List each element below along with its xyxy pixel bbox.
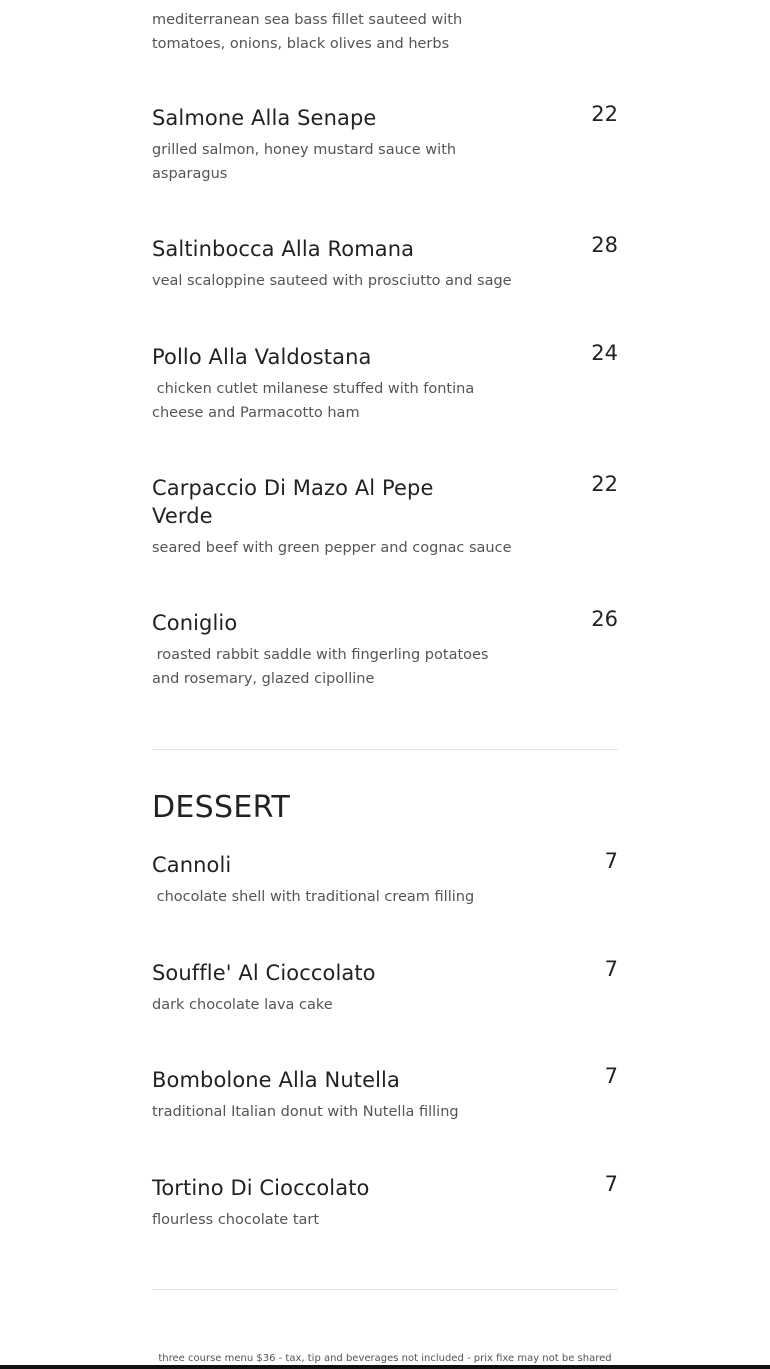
menu-item-description: grilled salmon, honey mustard sauce with asparagus bbox=[152, 142, 461, 182]
menu-item-description: dark chocolate lava cake bbox=[152, 997, 333, 1013]
menu-item-description: traditional Italian donut with Nutella filling bbox=[152, 1104, 459, 1120]
menu-item bbox=[152, 104, 618, 186]
menu-item-description: roasted rabbit saddle with fingerling potatoes and rosemary, glazed cipolline bbox=[152, 647, 494, 687]
menu-item-name: Cannoli bbox=[152, 853, 232, 877]
menu-item-description: veal scaloppine sauteed with prosciutto and sage bbox=[152, 273, 512, 289]
menu-item-name: Coniglio bbox=[152, 611, 238, 635]
menu-item-sea-bass bbox=[152, 8, 618, 56]
menu-item-name: Bombolone Alla Nutella bbox=[152, 1068, 400, 1092]
menu-item bbox=[152, 343, 618, 425]
menu-item-price: 7 bbox=[604, 1064, 618, 1088]
menu-item bbox=[152, 235, 618, 293]
menu-item bbox=[152, 1066, 618, 1124]
menu-item bbox=[152, 959, 618, 1017]
section-divider bbox=[152, 749, 618, 750]
menu-column bbox=[152, 0, 618, 1369]
menu-item-name: Tortino Di Cioccolato bbox=[152, 1176, 370, 1200]
menu-item-price: 7 bbox=[604, 957, 618, 981]
menu-item-name: Salmone Alla Senape bbox=[152, 106, 377, 130]
menu-item bbox=[152, 851, 618, 909]
menu-item-description: chicken cutlet milanese stuffed with fontina cheese and Parmacotto ham bbox=[152, 381, 479, 421]
bottom-bar bbox=[0, 1365, 770, 1369]
prix-fixe-note: three course menu $36 - tax, tip and beverages not included - prix fixe may not be shared bbox=[158, 1353, 612, 1364]
menu-item bbox=[152, 1174, 618, 1232]
menu-item-name: Saltinbocca Alla Romana bbox=[152, 237, 415, 261]
section-divider bbox=[152, 1289, 618, 1290]
menu-item-description: flourless chocolate tart bbox=[152, 1212, 320, 1228]
menu-item bbox=[152, 609, 618, 691]
menu-item-price: 26 bbox=[591, 607, 618, 631]
menu-item-description: chocolate shell with traditional cream filling bbox=[152, 889, 475, 905]
menu-item-price: 7 bbox=[604, 849, 618, 873]
menu-item-name: Carpaccio Di Mazo Al Pepe Verde bbox=[152, 476, 434, 528]
menu-item bbox=[152, 474, 618, 560]
menu-item-description: seared beef with green pepper and cognac sauce bbox=[152, 540, 512, 556]
menu-item-name: Pollo Alla Valdostana bbox=[152, 345, 372, 369]
menu-item-description: mediterranean sea bass fillet sauteed with tomatoes, onions, black olives and herbs bbox=[152, 12, 467, 52]
menu-item-price: 28 bbox=[591, 233, 618, 257]
menu-item-price: 22 bbox=[591, 472, 618, 496]
menu-item-name: Souffle' Al Cioccolato bbox=[152, 961, 376, 985]
menu-item-price: 7 bbox=[604, 1172, 618, 1196]
section-title-dessert: DESSERT bbox=[152, 790, 291, 825]
menu-item-price: 22 bbox=[591, 102, 618, 126]
menu-item-price: 24 bbox=[591, 341, 618, 365]
